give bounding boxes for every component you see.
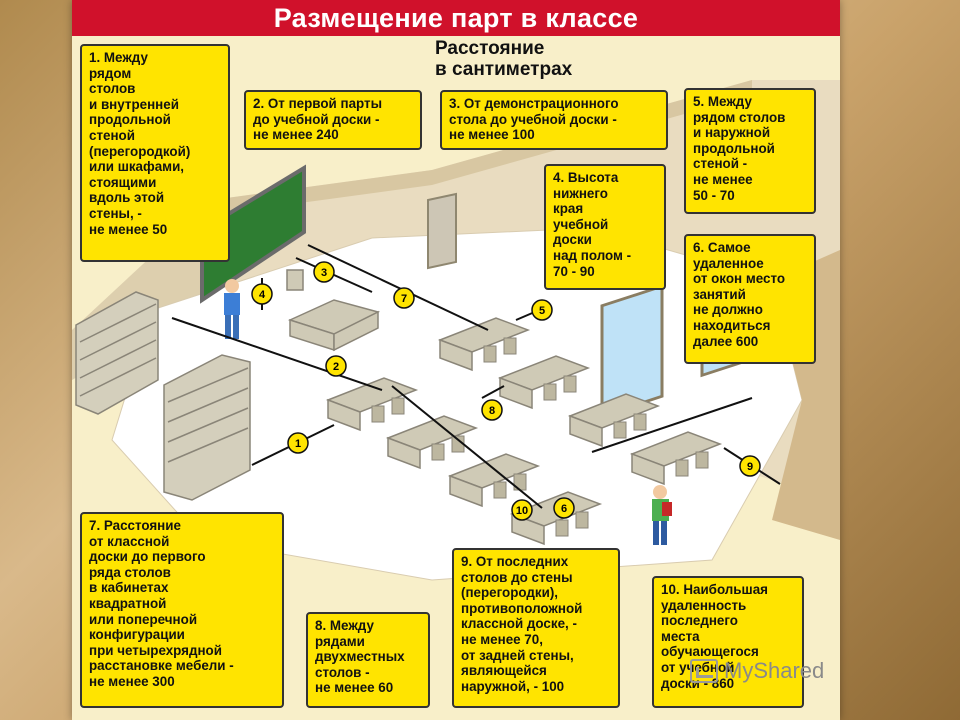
note-6: 6. Самое удаленное от окон место занятий не должно находиться далее 600: [684, 234, 816, 364]
svg-text:9: 9: [746, 461, 754, 473]
note-9: 9. От последних столов до стены (перегородки), противоположной классной доске, - не менее 70, от задней стены, являющейся наружной, - 100: [452, 548, 620, 708]
note-5: 5. Между рядом столов и наружной продольной стеной - не менее 50 - 70: [684, 88, 816, 214]
marker-3: [314, 262, 334, 282]
svg-text:5: 5: [538, 305, 546, 317]
marker-7: [394, 288, 414, 308]
page-title: Размещение парт в классе: [72, 0, 840, 36]
note-3: 3. От демонстрационного стола до учебной доски - не менее 100: [440, 90, 668, 150]
note-7: 7. Расстояние от классной доски до первого ряда столов в кабинетах квадратной или поперечной конфигурации при четырехрядной расстановке мебели - не менее 300: [80, 512, 284, 708]
marker-8: [482, 400, 502, 420]
note-1: 1. Между рядом столов и внутренней продольной стеной (перегородкой) или шкафами, стоящими вдоль этой стены, - не менее 50: [80, 44, 230, 262]
svg-text:1: 1: [294, 438, 302, 450]
note-2: 2. От первой парты до учебной доски - не менее 240: [244, 90, 422, 150]
subtitle: Расстояние в сантиметрах: [435, 38, 573, 80]
svg-text:10: 10: [515, 505, 529, 517]
svg-text:3: 3: [320, 267, 328, 279]
poster: [72, 0, 840, 720]
note-10: 10. Наибольшая удаленность последнего места обучающегося от учебной доски - 860: [652, 576, 804, 708]
svg-text:8: 8: [488, 405, 496, 417]
marker-10: [512, 500, 532, 520]
note-8: 8. Между рядами двухместных столов - не менее 60: [306, 612, 430, 708]
marker-1: [288, 433, 308, 453]
watermark: [690, 656, 860, 686]
svg-text:4: 4: [258, 289, 266, 301]
svg-text:7: 7: [400, 293, 408, 305]
watermark-label: MyShared: [724, 658, 825, 683]
svg-text:2: 2: [332, 361, 340, 373]
marker-9: [740, 456, 760, 476]
note-4: 4. Высота нижнего края учебной доски над полом - 70 - 90: [544, 164, 666, 290]
marker-2: [326, 356, 346, 376]
marker-5: [532, 300, 552, 320]
chart-icon: [690, 659, 718, 683]
marker-6: [554, 498, 574, 518]
marker-4: [252, 284, 272, 304]
svg-text:6: 6: [560, 503, 568, 515]
